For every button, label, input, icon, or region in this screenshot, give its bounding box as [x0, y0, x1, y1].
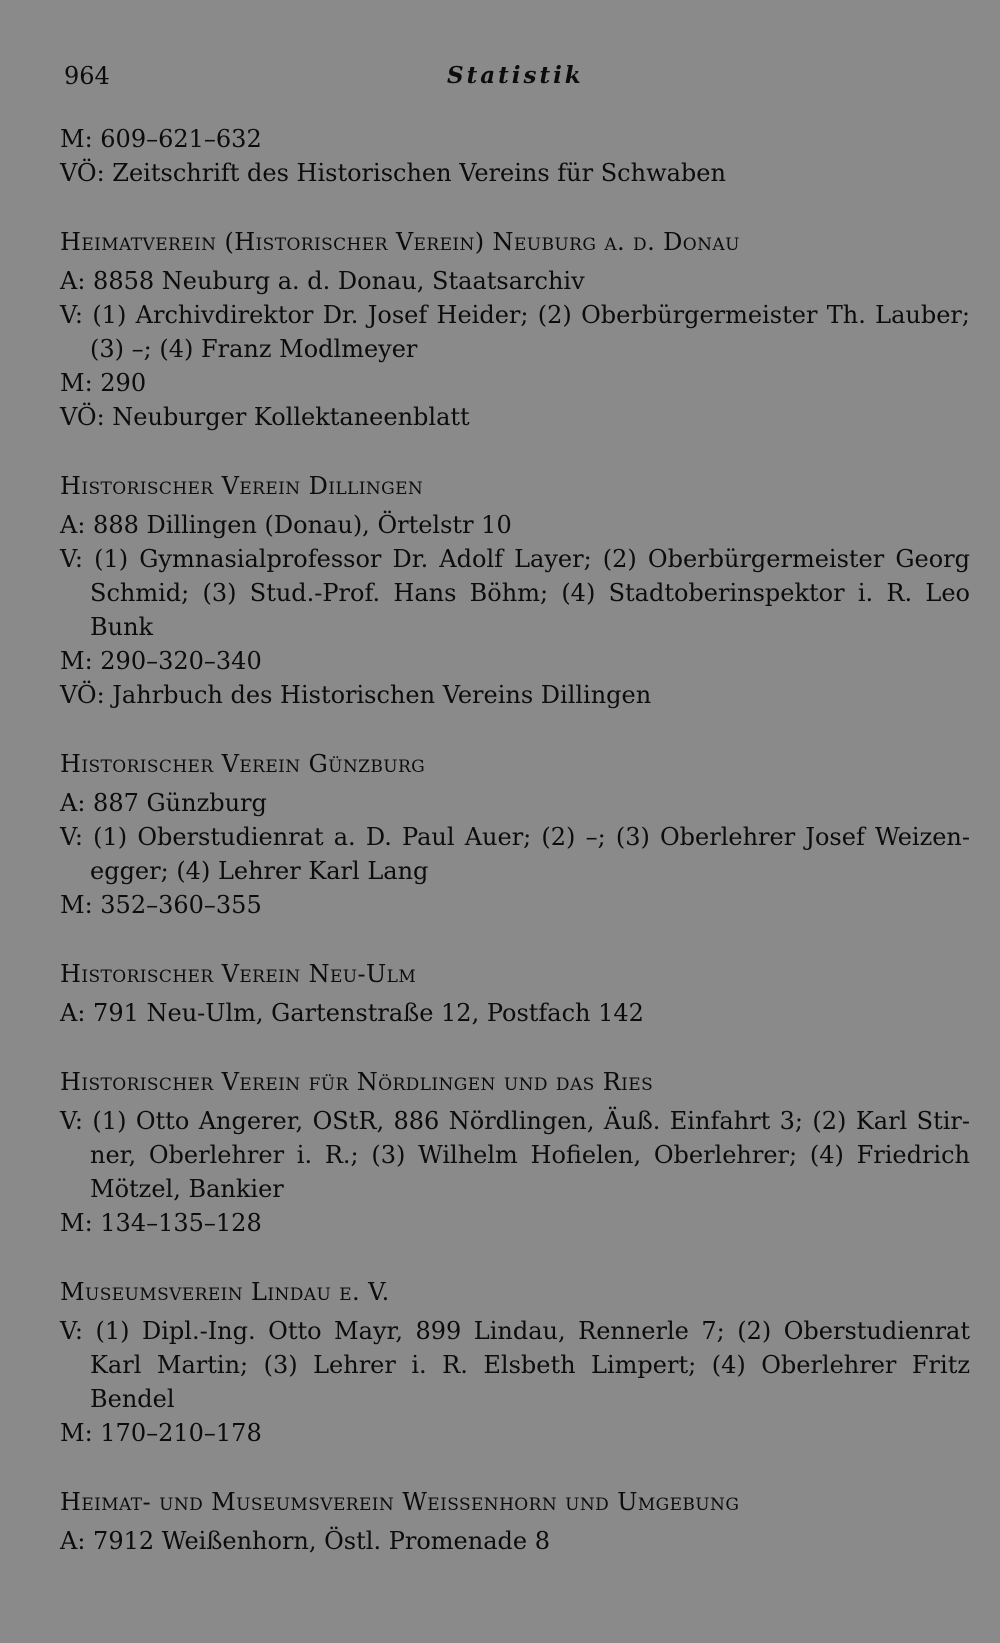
society-name: Heimat- und Museumsverein Weissenhorn und Umgebung [60, 1488, 740, 1516]
entry-line-board-cont: egger; (4) Lehrer Karl Lang [90, 857, 429, 885]
society-name: Historischer Verein Günzburg [60, 750, 426, 778]
society-name: Heimatverein (Historischer Verein) Neuburg a. d. Donau [60, 228, 740, 256]
entry-line-board-cont: Karl Martin; (3) Lehrer i. R. Elsbeth Limpert; (4) Oberlehrer Fritz [90, 1351, 970, 1379]
entry-continuation [60, 122, 970, 190]
entry-line-board-cont: ner, Oberlehrer i. R.; (3) Wilhelm Hofielen, Oberlehrer; (4) Friedrich [90, 1141, 970, 1169]
entry-line-members: M: 170–210–178 [60, 1419, 262, 1447]
entry-line-board: V: (1) Otto Angerer, OStR, 886 Nördlingen, Äuß. Einfahrt 3; (2) Karl Stir- [60, 1107, 970, 1135]
entry-line-publication: VÖ: Jahrbuch des Historischen Vereins Dillingen [60, 681, 652, 709]
entry-line-address: A: 791 Neu-Ulm, Gartenstraße 12, Postfach 142 [60, 999, 644, 1027]
running-title: Statistik [447, 62, 584, 89]
society-entry [60, 1484, 970, 1558]
entry-line-address: A: 888 Dillingen (Donau), Örtelstr 10 [60, 511, 512, 539]
entry-line-members: M: 290 [60, 369, 147, 397]
entry-line-publication: VÖ: Neuburger Kollektaneenblatt [60, 403, 470, 431]
entry-line-board: V: (1) Gymnasialprofessor Dr. Adolf Layer; (2) Oberbürgermeister Georg [60, 545, 970, 573]
society-entry [60, 468, 970, 712]
entry-line-address: A: 887 Günzburg [60, 789, 267, 817]
entry-line-members: M: 290–320–340 [60, 647, 262, 675]
entry-line-board: V: (1) Archivdirektor Dr. Josef Heider; (2) Oberbürgermeister Th. Lauber; [60, 301, 970, 329]
society-entry [60, 224, 970, 434]
entry-line-board-cont: Bendel [90, 1385, 175, 1413]
entry-line-members: M: 352–360–355 [60, 891, 262, 919]
entry-line-members: M: 609–621–632 [60, 125, 262, 153]
society-entry [60, 1064, 970, 1240]
society-entry [60, 1274, 970, 1450]
entry-line-publication: VÖ: Zeitschrift des Historischen Vereins für Schwaben [60, 159, 726, 187]
entry-line-members: M: 134–135–128 [60, 1209, 262, 1237]
entry-line-address: A: 7912 Weißenhorn, Östl. Promenade 8 [60, 1527, 550, 1555]
society-entry [60, 956, 970, 1030]
page-number: 964 [64, 62, 110, 90]
society-name: Historischer Verein für Nördlingen und das Ries [60, 1068, 654, 1096]
society-name: Historischer Verein Neu-Ulm [60, 960, 417, 988]
entry-line-address: A: 8858 Neuburg a. d. Donau, Staatsarchiv [60, 267, 585, 295]
page-body [60, 122, 970, 1558]
entry-line-board-cont: Schmid; (3) Stud.-Prof. Hans Böhm; (4) Stadtoberinspektor i. R. Leo Bunk [90, 579, 970, 641]
society-name: Museumsverein Lindau e. V. [60, 1278, 390, 1306]
running-head [62, 62, 960, 96]
society-entry [60, 746, 970, 922]
entry-line-board: V: (1) Dipl.-Ing. Otto Mayr, 899 Lindau, Rennerle 7; (2) Oberstudienrat [60, 1317, 970, 1345]
society-name: Historischer Verein Dillingen [60, 472, 424, 500]
entry-line-board-cont: Mötzel, Bankier [90, 1175, 284, 1203]
entry-line-board: V: (1) Oberstudienrat a. D. Paul Auer; (2) –; (3) Oberlehrer Josef Weizen- [60, 823, 970, 851]
entry-line-board-cont: (3) –; (4) Franz Modlmeyer [90, 335, 418, 363]
